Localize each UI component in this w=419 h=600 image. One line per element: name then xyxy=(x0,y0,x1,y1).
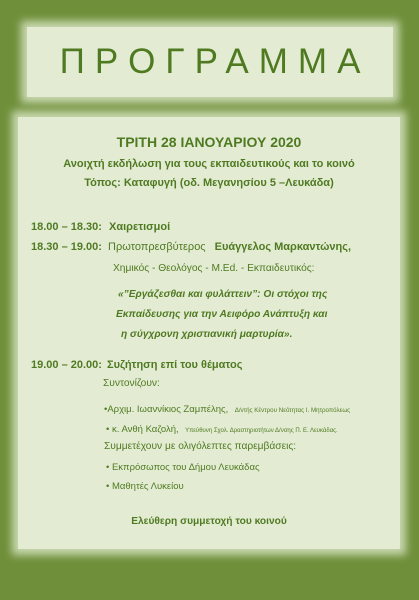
schedule-item-2 xyxy=(31,241,351,253)
coordinators-label: Συντονίζουν: xyxy=(103,378,160,389)
participant-1: • Εκπρόσωπος του Δήμου Λευκάδας xyxy=(106,462,260,473)
title-banner xyxy=(27,27,393,97)
schedule-item-1 xyxy=(31,221,170,233)
speaker-name: Ευάγγελος Μαρκαντώνης, xyxy=(214,241,351,253)
coordinator-2-name: • κ. Ανθή Καζολή, xyxy=(106,424,179,435)
talk-title-line-3: η σύγχρονη χριστιανική μαρτυρία». xyxy=(121,329,293,340)
page-title: ΠΡΟΓΡΑΜΜΑ xyxy=(59,42,371,81)
schedule-item-1-title: Χαιρετισμοί xyxy=(109,221,171,233)
speaker-role: Χημικός - Θεολόγος - M.Ed. - Εκπαιδευτικός: xyxy=(113,263,315,274)
program-panel xyxy=(18,117,400,549)
schedule-item-3-time: 19.00 – 20.00: xyxy=(31,359,102,371)
participant-2: • Μαθητές Λυκείου xyxy=(106,481,184,492)
coordinator-2-role: Υπεύθυνη Σχολ. Δραστηριοτήτων Δ/νσης Π. Ε. Λευκάδας. xyxy=(185,428,338,434)
schedule-item-3 xyxy=(31,359,242,371)
coordinator-1-name: •Αρχιμ. Ιωαννίκιος Ζαμπέλης, xyxy=(104,404,229,415)
coordinator-1 xyxy=(104,399,350,417)
schedule-item-2-time: 18.30 – 19.00: xyxy=(31,241,102,253)
schedule-item-1-time: 18.00 – 18.30: xyxy=(31,221,102,233)
speaker-prefix: Πρωτοπρεσβύτερος xyxy=(108,241,206,253)
event-subtitle: Ανοιχτή εκδήλωση για τους εκπαιδευτικούς και το κοινό xyxy=(63,158,355,170)
schedule-item-3-title: Συζήτηση επί του θέματος xyxy=(107,359,243,371)
participants-label: Συμμετέχουν με ολιγόλεπτες παρεμβάσεις: xyxy=(104,441,297,452)
event-location: Τόπος: Καταφυγή (οδ. Μεγανησίου 5 –Λευκάδα) xyxy=(84,177,334,189)
talk-title-line-1: «”Εργάζεσθαι και φυλάττειν”: Οι στόχοι της xyxy=(118,289,328,300)
coordinator-1-role: Δ/ντής Κέντρου Νεότητας Ι. Μητροπόλεως xyxy=(234,407,351,414)
free-entry-note: Ελεύθερη συμμετοχή του κοινού xyxy=(131,516,287,527)
talk-title-line-2: Εκπαίδευσης για την Αειφόρο Ανάπτυξη και xyxy=(116,309,328,320)
event-date: ΤΡΙΤΗ 28 ΙΑΝΟΥΑΡΙΟΥ 2020 xyxy=(116,134,302,150)
coordinator-2 xyxy=(106,419,338,437)
